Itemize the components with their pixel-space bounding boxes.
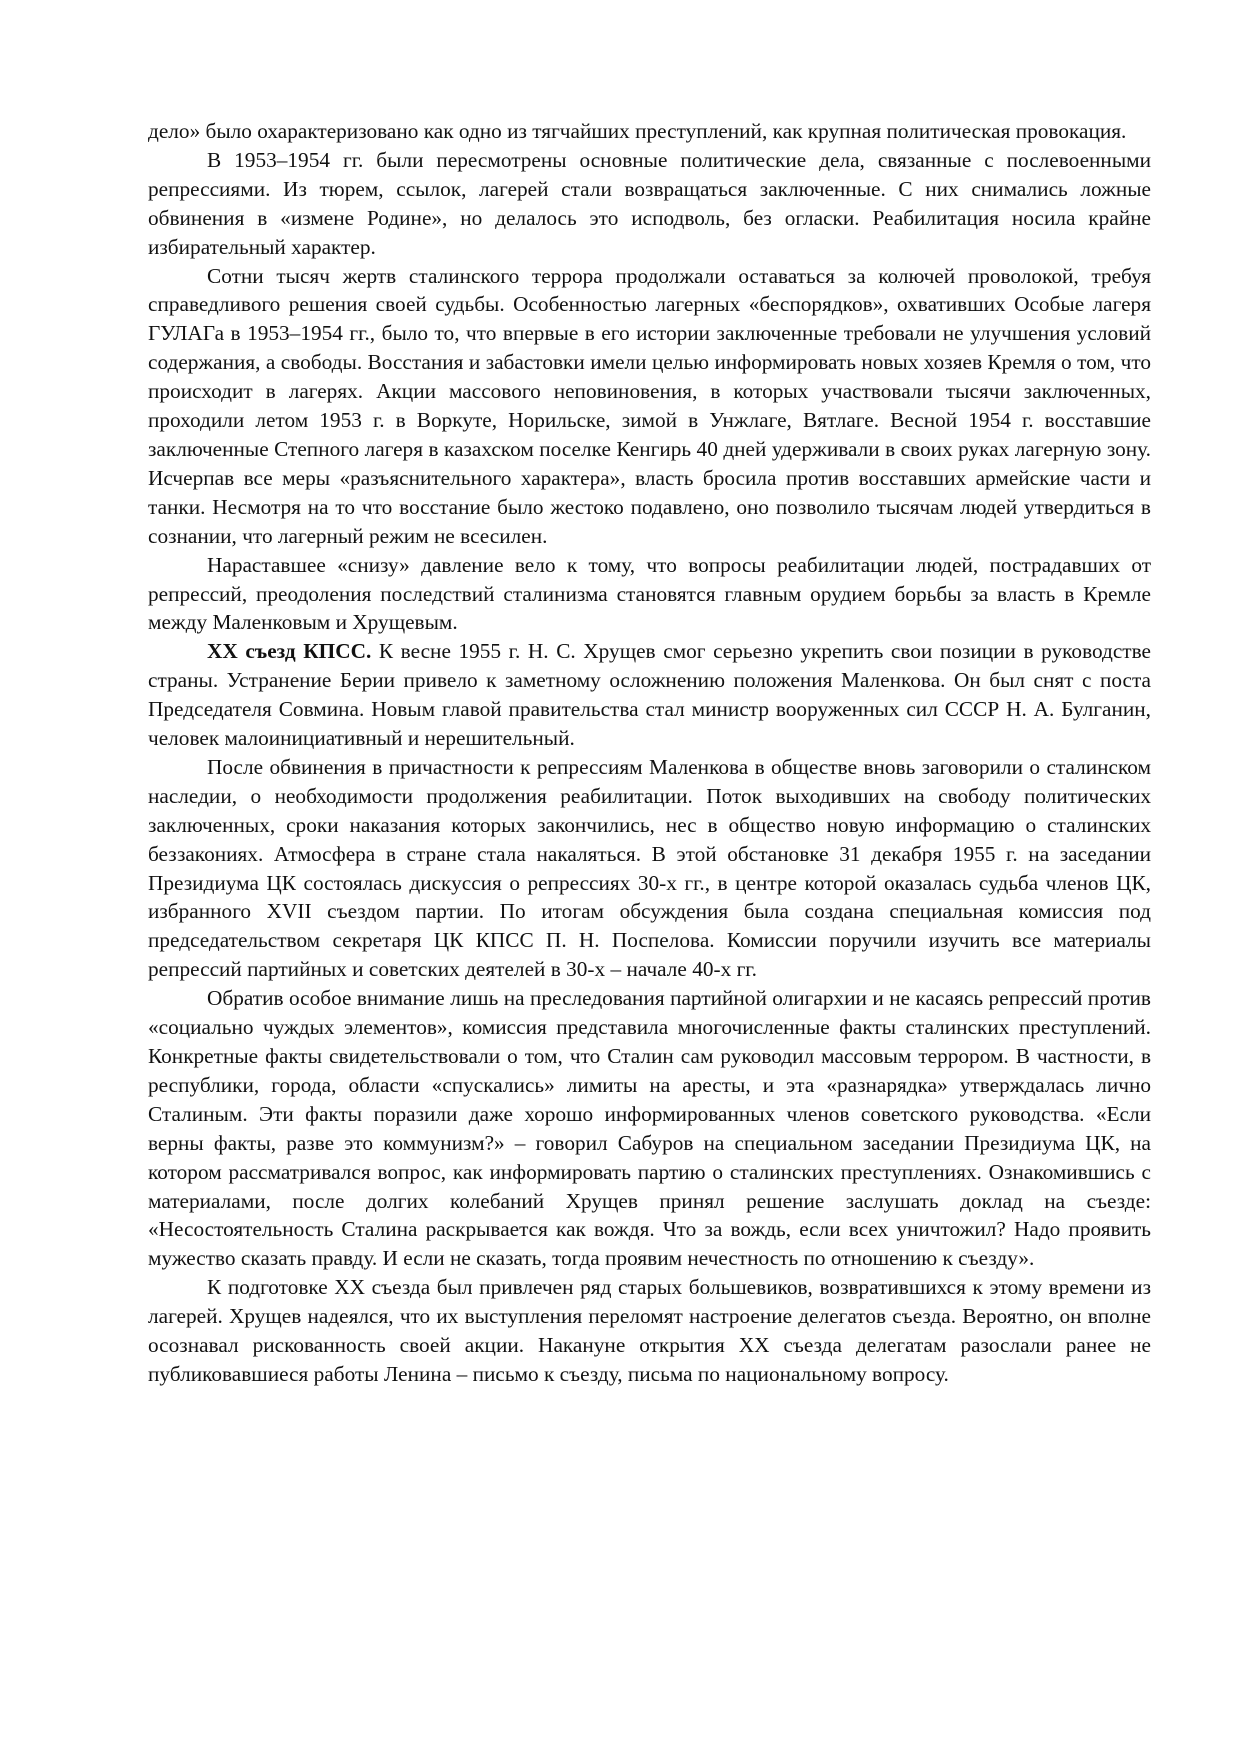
paragraph-1: дело» было охарактеризовано как одно из тягчайших преступлений, как крупная политическая провокация. — [148, 119, 1127, 143]
document-page — [148, 117, 1151, 1389]
paragraph-5 — [148, 637, 1151, 753]
paragraph-6: После обвинения в причастности к репрессиям Маленкова в обществе вновь заговорили о сталинском наследии, о необходимости продолжения реабилитации. Поток выходивших на свободу политических заключенных, сроки наказания которых закончились, нес в общество новую информацию о сталинских беззакониях. Атмосфера в стране стала накаляться. В этой обстановке 31 декабря 1955 г. на заседании Президиума ЦК состоялась дискуссия о репрессиях 30-х гг., в центре которой оказалась судьба членов ЦК, избранного XVII съездом партии. По итогам обсуждения была создана специальная комиссия под председательством секретаря ЦК КПСС П. Н. Поспелова. Комиссии поручили изучить все материалы репрессий партийных и советских деятелей в 30-х – начале 40-х гг. — [148, 754, 1151, 982]
paragraph-7: Обратив особое внимание лишь на преследования партийной олигархии и не касаясь репрессий против «социально чуждых элементов», комиссия представила многочисленные факты сталинских преступлений. Конкретные факты свидетельствовали о том, что Сталин сам руководил массовым террором. В частности, в республики, города, области «спускались» лимиты на аресты, и эта «разнарядка» утверждалась лично Сталиным. Эти факты поразили даже хорошо информированных членов советского руководства. «Если верны факты, разве это коммунизм?» – говорил Сабуров на специальном заседании Президиума ЦК, на котором рассматривался вопрос, как информировать партию о сталинских преступлениях. Ознакомившись с материалами, после долгих колебаний Хрущев принял решение заслушать доклад на съезде: «Несостоятельность Сталина раскрывается как вождя. Что за вождь, если всех уничтожил? Надо проявить мужество сказать правду. И если не сказать, тогда проявим нечестность по отношению к съезду». — [148, 986, 1151, 1271]
paragraph-3: Сотни тысяч жертв сталинского террора продолжали оставаться за колючей проволокой, требуя справедливого решения своей судьбы. Особенностью лагерных «беспорядков», охвативших Особые лагеря ГУЛАГа в 1953–1954 гг., было то, что впервые в его истории заключенные требовали не улучшения условий содержания, а свободы. Восстания и забастовки имели целью информировать новых хозяев Кремля о том, что происходит в лагерях. Акции массового неповиновения, в которых участвовали тысячи заключенных, проходили летом 1953 г. в Воркуте, Норильске, зимой в Унжлаге, Вятлаге. Весной 1954 г. восставшие заключенные Степного лагеря в казахском поселке Кенгирь 40 дней удерживали в своих руках лагерную зону. Исчерпав все меры «разъяснительного характера», власть бросила против восставших армейские части и танки. Несмотря на то что восстание было жестоко подавлено, оно позволило тысячам людей утвердиться в сознании, что лагерный режим не всесилен. — [148, 263, 1151, 548]
section-heading: XX съезд КПСС. — [207, 639, 372, 664]
paragraph-4: Нараставшее «снизу» давление вело к тому, что вопросы реабилитации людей, пострадавших от репрессий, преодоления последствий сталинизма становятся главным орудием борьбы за власть в Кремле между Маленковым и Хрущевым. — [148, 552, 1151, 635]
paragraph-8: К подготовке XX съезда был привлечен ряд старых большевиков, возвратившихся к этому времени из лагерей. Хрущев надеялся, что их выступления переломят настроение делегатов съезда. Вероятно, он вполне осознавал рискованность своей акции. Накануне открытия XX съезда делегатам разослали ранее не публиковавшиеся работы Ленина – письмо к съезду, письма по национальному вопросу. — [148, 1275, 1151, 1386]
paragraph-2: В 1953–1954 гг. были пересмотрены основные политические дела, связанные с послевоенными репрессиями. Из тюрем, ссылок, лагерей стали возвращаться заключенные. С них снимались ложные обвинения в «измене Родине», но делалось это исподволь, без огласки. Реабилитация носила крайне избирательный характер. — [148, 147, 1151, 259]
paragraph-5-text: К весне 1955 г. Н. С. Хрущев смог серьезно укрепить свои позиции в руководстве страны. Устранение Берии привело к заметному осложнению положения Маленкова. Он был снят с поста Председателя Совмина. Новым главой правительства стал министр вооруженных сил СССР Н. А. Булганин, человек малоинициативный и нерешительный. — [148, 639, 1151, 751]
